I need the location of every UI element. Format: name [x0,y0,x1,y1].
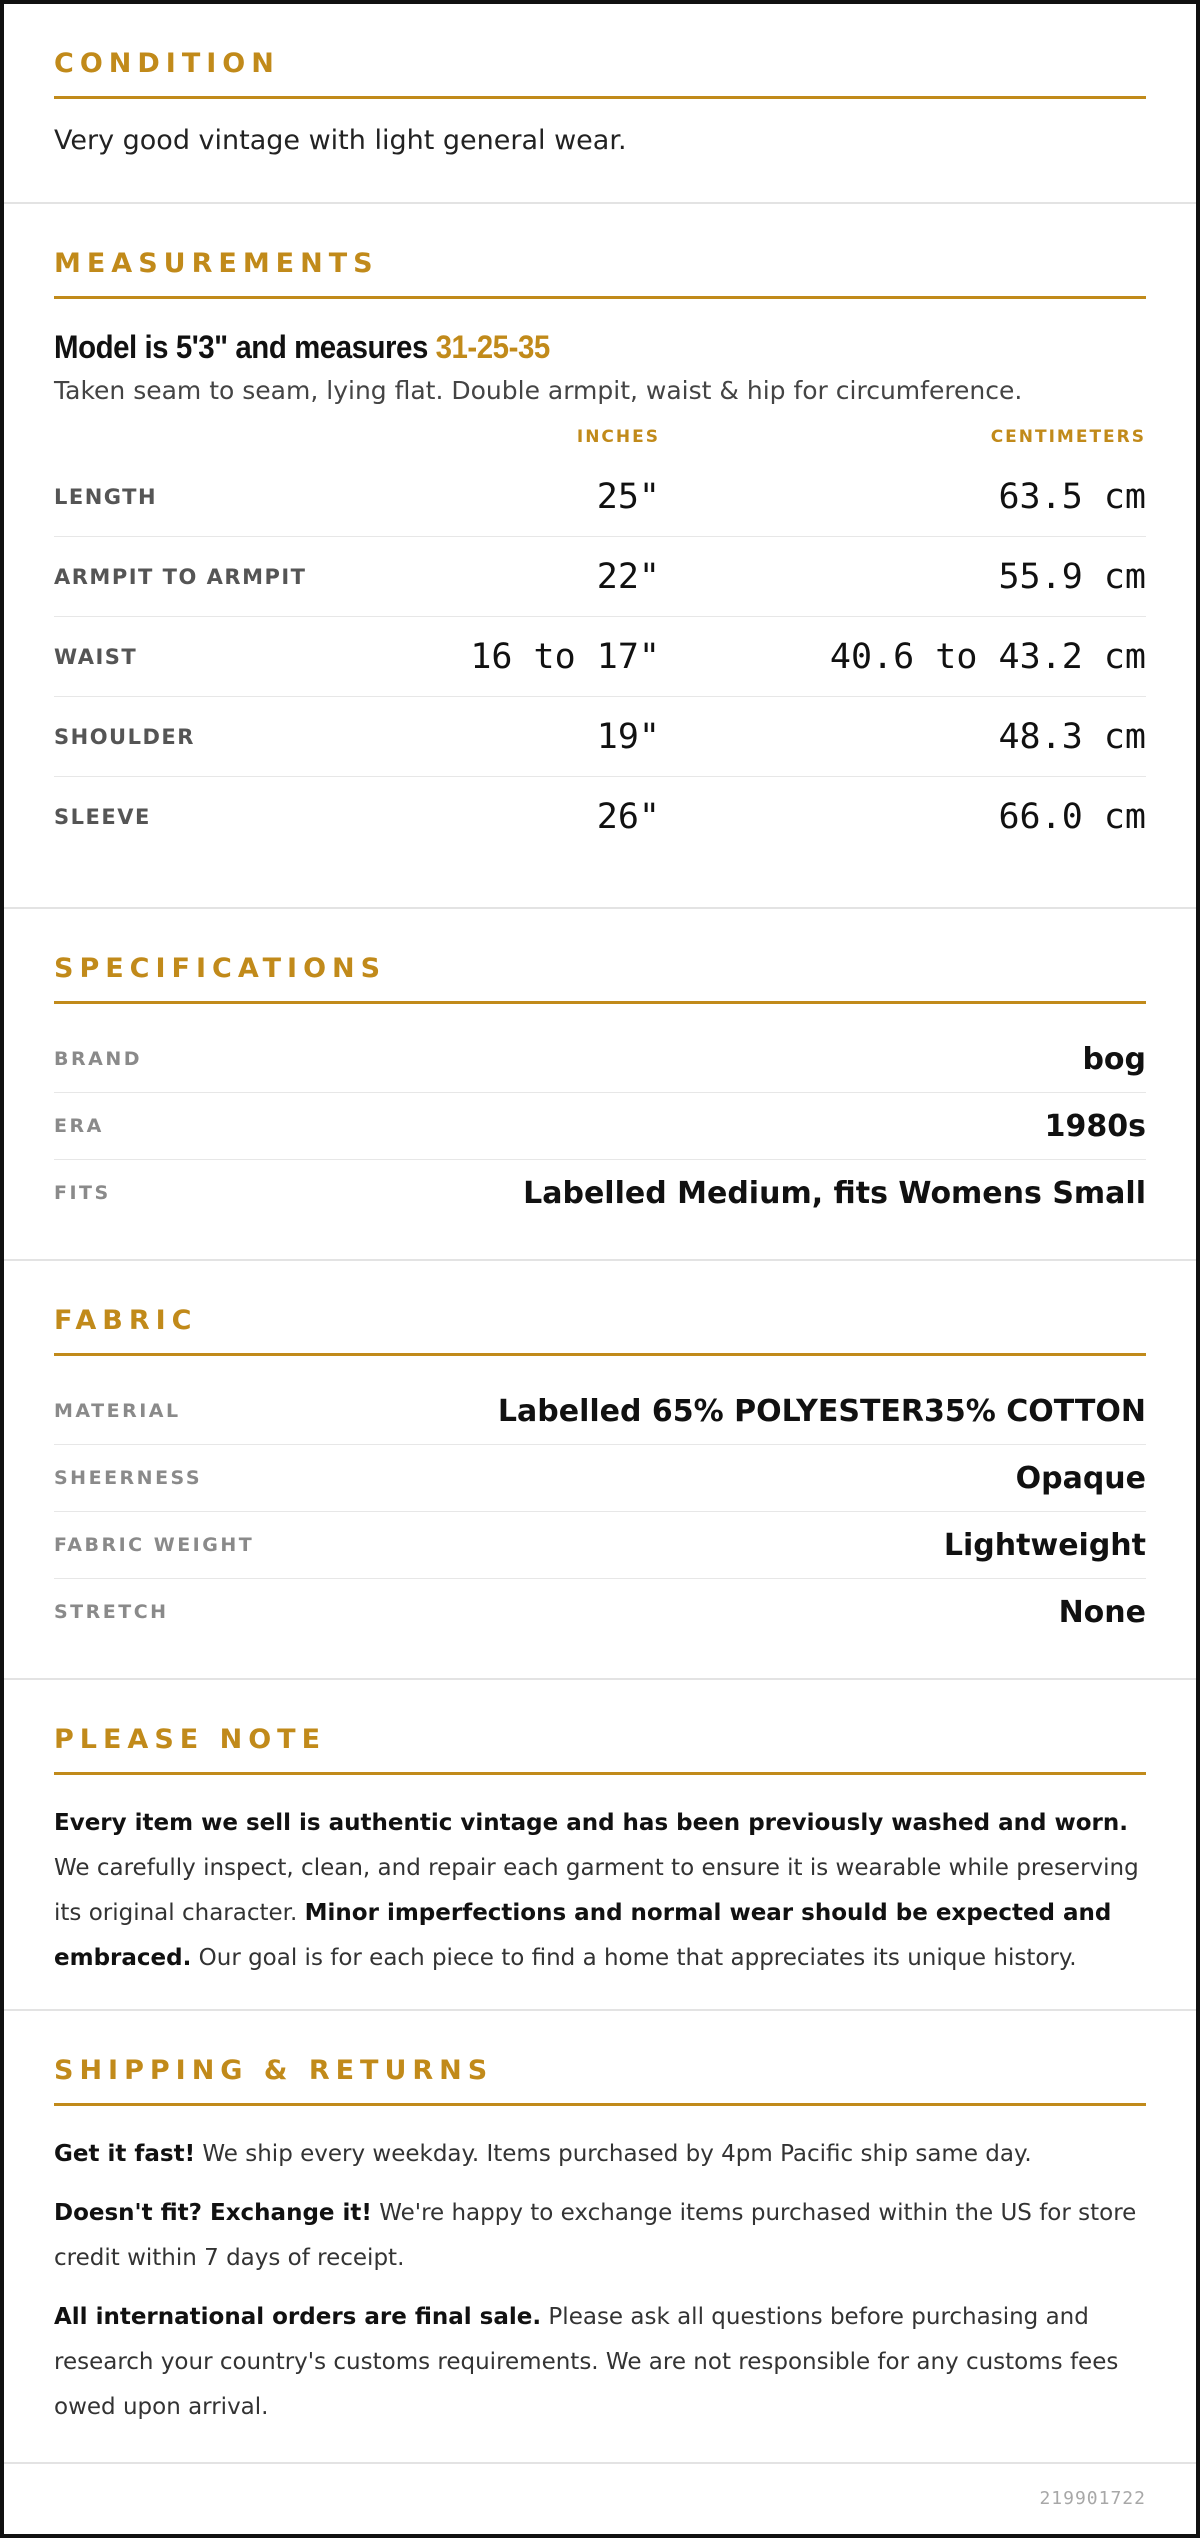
measurements-section [4,204,1196,909]
ship-bold-3: All international orders are final sale. [54,2304,542,2330]
ship-bold-1: Get it fast! [54,2141,196,2167]
ship-text-1: We ship every weekday. Items purchased by 4pm Pacific ship same day. [195,2141,1032,2167]
fabric-value: Opaque [1015,1460,1146,1496]
measurement-row [54,537,1146,617]
fabric-list [54,1378,1146,1645]
shipping-paragraph-fast [54,2132,1146,2177]
measurement-cm: 66.0 cm [998,796,1146,837]
measurement-inches: 22" [596,556,660,597]
spec-row [54,1093,1146,1160]
condition-section [4,4,1196,204]
fabric-row [54,1378,1146,1445]
shipping-paragraph-exchange [54,2191,1146,2281]
fabric-value: Labelled 65% POLYESTER35% COTTON [497,1393,1146,1429]
measurement-label: WAIST [54,644,138,669]
shipping-returns-section [4,2011,1196,2464]
measurement-inches: 26" [596,796,660,837]
footer [4,2464,1196,2534]
header-spacer [54,427,354,457]
measurement-cm: 55.9 cm [998,556,1146,597]
model-measures-value: 31-25-35 [435,329,550,365]
measurement-cm: 48.3 cm [998,716,1146,757]
please-note-heading: PLEASE NOTE [54,1718,1146,1775]
measurement-cm: 63.5 cm [998,476,1146,517]
ship-bold-2: Doesn't fit? Exchange it! [54,2200,372,2226]
note-text-1: We carefully inspect, clean, and repair each garment to ensure it is wearable while preserving its original character. [54,1855,1139,1926]
note-bold-2: Minor imperfections and normal wear should be expected and embraced. [54,1900,1112,1971]
spec-value: bog [1082,1041,1146,1077]
condition-text: Very good vintage with light general wear. [54,125,627,156]
measurement-label: SHOULDER [54,724,195,749]
measurement-inches: 25" [596,476,660,517]
fabric-section [4,1261,1196,1680]
spec-row [54,1160,1146,1226]
measurement-inches: 19" [596,716,660,757]
measurement-label: SLEEVE [54,804,151,829]
spec-value: Labelled Medium, fits Womens Small [523,1175,1146,1211]
spec-row [54,1026,1146,1093]
item-id: 219901722 [1039,2488,1146,2509]
condition-heading: CONDITION [54,42,1146,99]
fabric-label: SHEERNESS [54,1467,203,1489]
measurements-heading: MEASUREMENTS [54,242,1146,299]
measurement-inches: 16 to 17" [470,636,660,677]
measurement-row [54,617,1146,697]
measurements-table-header [54,427,1146,457]
specifications-heading: SPECIFICATIONS [54,947,1146,1004]
please-note-section [4,1680,1196,2011]
fabric-label: STRETCH [54,1601,169,1623]
fabric-row [54,1445,1146,1512]
spec-label: BRAND [54,1048,142,1070]
spec-value: 1980s [1044,1108,1146,1144]
fabric-heading: FABRIC [54,1299,1146,1356]
fabric-value: None [1058,1594,1146,1630]
measurement-row [54,697,1146,777]
fabric-label: MATERIAL [54,1400,181,1422]
fabric-label: FABRIC WEIGHT [54,1534,255,1556]
please-note-text [54,1801,1146,1981]
measurement-cm: 40.6 to 43.2 cm [829,636,1146,677]
shipping-paragraph-international [54,2295,1146,2430]
fabric-row [54,1512,1146,1579]
specifications-section [4,909,1196,1261]
measurement-row [54,777,1146,856]
measurement-label: LENGTH [54,484,158,509]
centimeters-column-header: CENTIMETERS [990,427,1146,447]
spec-label: FITS [54,1182,111,1204]
fabric-row [54,1579,1146,1645]
measurement-row [54,457,1146,537]
inches-column-header: INCHES [576,427,660,447]
model-prefix: Model is 5'3" and measures [54,329,436,365]
shipping-returns-heading: SHIPPING & RETURNS [54,2049,1146,2106]
note-bold-1: Every item we sell is authentic vintage and has been previously washed and worn. [54,1810,1128,1836]
ship-text-2: We're happy to exchange items purchased within the US for store credit within 7 days of receipt. [54,2200,1137,2271]
model-measures-line [54,329,1059,366]
specifications-list [54,1026,1146,1226]
note-text-2: Our goal is for each piece to find a home that appreciates its unique history. [191,1945,1077,1971]
fabric-value: Lightweight [943,1527,1146,1563]
ship-text-3: Please ask all questions before purchasing and research your country's customs requirements. We are not responsible for any customs fees owed upon arrival. [54,2304,1119,2420]
measurements-subtitle: Taken seam to seam, lying flat. Double armpit, waist & hip for circumference. [54,376,1023,405]
spec-label: ERA [54,1115,104,1137]
measurement-label: ARMPIT TO ARMPIT [54,564,307,589]
